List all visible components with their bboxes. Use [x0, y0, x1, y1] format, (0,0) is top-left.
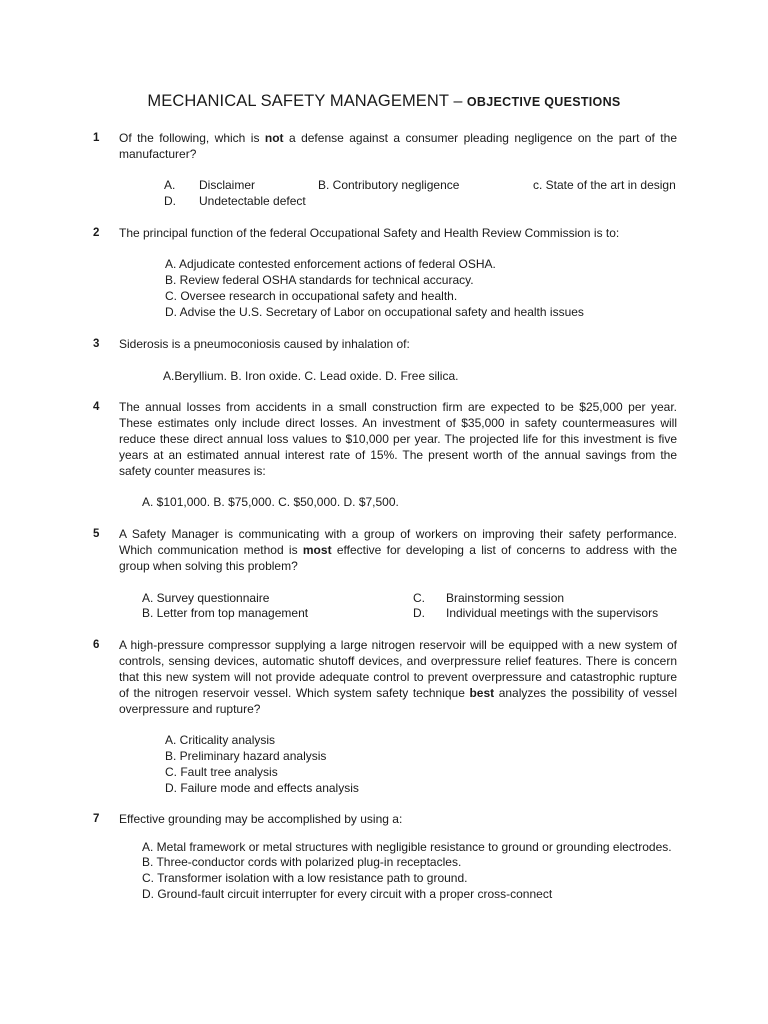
- question-text: Effective grounding may be accomplished by using a:: [119, 812, 403, 826]
- options-line: A.Beryllium. B. Iron oxide. C. Lead oxide. D. Free silica.: [163, 369, 459, 383]
- title-sub: OBJECTIVE QUESTIONS: [466, 95, 621, 109]
- question-number: 5: [93, 528, 100, 540]
- title-main: MECHANICAL SAFETY MANAGEMENT: [147, 92, 450, 110]
- question-text: The annual losses from accidents in a small construction firm are expected to be $25,000 per year. These estimates only include direct losses. An investment of $35,000 in safety countermeasures will reduce these direct annual loss values to $10,000 per year. The projected life for this investment is five years at an estimated annual interest rate of 15%. The present worth of the annual savings from the safety counter measures is:: [119, 400, 677, 478]
- option-d: D. Failure mode and effects analysis: [165, 781, 359, 795]
- question-text: A Safety Manager is communicating with a group of workers on improving their safety performance. Which communication method is most effective for developing a list of concerns to address with the group when solving this problem?: [119, 527, 677, 573]
- option-a: A. Adjudicate contested enforcement actions of federal OSHA.: [165, 257, 496, 271]
- title-dash: –: [449, 93, 467, 110]
- option-c: c. State of the art in design: [533, 178, 676, 192]
- question-number: 2: [93, 227, 100, 239]
- option-c: Brainstorming session: [446, 591, 565, 605]
- option-c-letter: C.: [413, 591, 425, 605]
- option-c: C. Fault tree analysis: [165, 765, 278, 779]
- question-number: 3: [93, 338, 100, 350]
- question-number: 7: [93, 813, 100, 825]
- option-b: B. Letter from top management: [142, 606, 309, 620]
- option-c: C. Transformer isolation with a low resistance path to ground.: [142, 871, 468, 885]
- option-a-letter: A.: [164, 178, 176, 192]
- option-d: D. Ground-fault circuit interrupter for every circuit with a proper cross-connect: [142, 887, 553, 901]
- question-number: 6: [93, 639, 100, 651]
- option-a: A. Metal framework or metal structures with negligible resistance to ground or grounding electrodes.: [142, 840, 672, 854]
- page-title: [0, 92, 768, 111]
- question-text: Of the following, which is not a defense against a consumer pleading negligence on the part of the manufacturer?: [119, 131, 677, 161]
- question-text: The principal function of the federal Occupational Safety and Health Review Commission is to:: [119, 226, 620, 240]
- option-b: B. Three-conductor cords with polarized plug-in receptacles.: [142, 855, 462, 869]
- option-a: A. Survey questionnaire: [142, 591, 270, 605]
- option-d: D. Advise the U.S. Secretary of Labor on occupational safety and health issues: [165, 305, 584, 319]
- option-b: B. Contributory negligence: [318, 178, 460, 192]
- option-a: A. Criticality analysis: [165, 733, 276, 747]
- question-number: 4: [93, 401, 100, 413]
- option-d: Undetectable defect: [199, 194, 306, 208]
- option-c: C. Oversee research in occupational safety and health.: [165, 289, 458, 303]
- question-text: A high-pressure compressor supplying a large nitrogen reservoir will be equipped with a new system of controls, sensing devices, automatic shutoff devices, and overpressure relief features. There is concern that this new system will not provide adequate control to prevent overpressure and catastrophic rupture of the nitrogen reservoir vessel. Which system safety technique best analyzes the possibility of vessel overpressure and rupture?: [119, 638, 677, 716]
- question-number: 1: [93, 132, 100, 144]
- option-d: Individual meetings with the supervisors: [446, 606, 659, 620]
- option-d-letter: D.: [413, 606, 425, 620]
- options-line: A. $101,000. B. $75,000. C. $50,000. D. $7,500.: [142, 495, 399, 509]
- option-b: B. Preliminary hazard analysis: [165, 749, 327, 763]
- question-text: Siderosis is a pneumoconiosis caused by inhalation of:: [119, 337, 410, 351]
- option-d-letter: D.: [164, 194, 176, 208]
- option-b: B. Review federal OSHA standards for technical accuracy.: [165, 273, 474, 287]
- option-a: Disclaimer: [199, 178, 256, 192]
